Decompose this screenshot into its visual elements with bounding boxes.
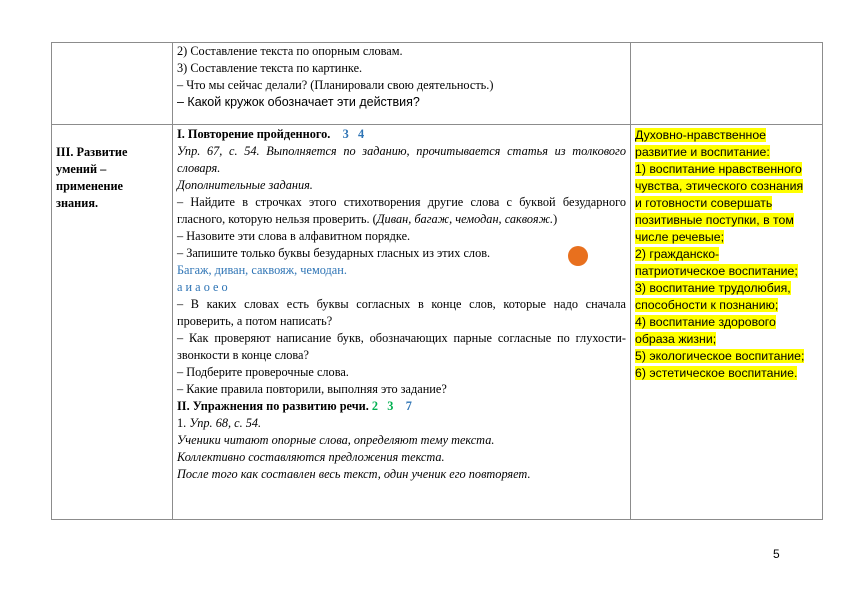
- page-number: 5: [773, 547, 780, 561]
- section2-num: 2: [371, 399, 379, 413]
- section2-title: II. Упражнения по развитию речи.: [177, 399, 369, 413]
- text-line: – Что мы сейчас делали? (Планировали свою деятельность.): [177, 78, 494, 92]
- section2-num: 3: [387, 399, 394, 413]
- goal-text: 6) эстетическое воспитание.: [635, 366, 798, 380]
- orange-circle-marker: [568, 246, 588, 266]
- task-2: – Назовите эти слова в алфавитном порядке.: [177, 229, 411, 243]
- goal-text: 1) воспитание нравственного: [635, 162, 802, 176]
- goal-line: [635, 246, 818, 263]
- goal-text: патриотическое воспитание;: [635, 264, 798, 278]
- goal-line: [635, 127, 818, 144]
- goal-line: [635, 263, 818, 280]
- goal-line: [635, 331, 818, 348]
- extra-title: Дополнительные задания.: [177, 178, 313, 192]
- stage-cell-empty: [52, 43, 173, 125]
- stage-cell: [52, 125, 173, 520]
- goal-text: числе речевые;: [635, 230, 724, 244]
- table-row: [52, 43, 823, 125]
- goal-text: позитивные поступки, в том: [635, 213, 794, 227]
- section1-title: I. Повторение пройденного.: [177, 127, 331, 141]
- goals-cell-empty: [631, 43, 823, 125]
- paragraph-2: Коллективно составляются предложения текста.: [177, 450, 445, 464]
- goal-text: 3) воспитание трудолюбия,: [635, 281, 791, 295]
- section1-num: 3: [342, 127, 349, 141]
- answer-words: Багаж, диван, саквояж, чемодан.: [177, 263, 347, 277]
- section1-num: 4: [358, 127, 365, 141]
- task-4: – В каких словах есть буквы согласных в конце слов, которые надо сначала проверить, а потом написать?: [177, 297, 626, 328]
- goal-line: [635, 314, 818, 331]
- goal-line: [635, 178, 818, 195]
- goal-text: 2) гражданско-: [635, 247, 720, 261]
- ex2-num: 1.: [177, 416, 187, 430]
- goals-cell: [631, 125, 823, 520]
- exercise-68: [177, 415, 626, 432]
- task1-text: – Найдите в строчках этого стихотворения другие слова с буквой безударного гласного, которую нельзя проверить. (: [177, 195, 626, 226]
- task1-end: ): [553, 212, 558, 226]
- text-line: 2) Составление текста по опорным словам.: [177, 44, 403, 58]
- task-1: [177, 194, 626, 228]
- goal-text: образа жизни;: [635, 332, 717, 346]
- task1-words: Диван, багаж, чемодан, саквояж.: [376, 212, 554, 226]
- goal-line: [635, 365, 818, 382]
- goal-line: [635, 161, 818, 178]
- answer-letters: а и а о е о: [177, 280, 228, 294]
- section2-num: 7: [405, 399, 412, 413]
- paragraph-3: После того как составлен весь текст, один ученик его повторяет.: [177, 467, 531, 481]
- goal-line: [635, 144, 818, 161]
- goal-text: развитие и воспитание:: [635, 145, 770, 159]
- section-heading: [177, 398, 626, 415]
- content-cell: [173, 43, 631, 125]
- goal-text: способности к познанию;: [635, 298, 779, 312]
- goal-line: [635, 280, 818, 297]
- content-cell: [173, 125, 631, 520]
- task-7: – Какие правила повторили, выполняя это задание?: [177, 382, 447, 396]
- table-row: [52, 125, 823, 520]
- task-6: – Подберите проверочные слова.: [177, 365, 349, 379]
- goal-line: [635, 212, 818, 229]
- goal-line: [635, 195, 818, 212]
- goal-text: чувства, этического сознания: [635, 179, 804, 193]
- goal-line: [635, 297, 818, 314]
- ex2-text: Упр. 68, с. 54.: [189, 416, 262, 430]
- goal-text: 5) экологическое воспитание;: [635, 349, 805, 363]
- goal-text: 4) воспитание здорового: [635, 315, 776, 329]
- lesson-table: [51, 42, 823, 520]
- goal-line: [635, 229, 818, 246]
- exercise-67: Упр. 67, с. 54. Выполняется по заданию, прочитывается статья из толкового словаря.: [177, 144, 626, 175]
- task-3: – Запишите только буквы безударных гласных из этих слов.: [177, 246, 491, 260]
- paragraph-1: Ученики читают опорные слова, определяют тему текста.: [177, 433, 495, 447]
- goal-text: Духовно-нравственное: [635, 128, 766, 142]
- text-line: 3) Составление текста по картинке.: [177, 61, 363, 75]
- goal-text: и готовности совершать: [635, 196, 773, 210]
- goal-line: [635, 348, 818, 365]
- question-line: – Какой кружок обозначает эти действия?: [177, 95, 420, 109]
- section-heading: [177, 126, 626, 143]
- stage-title: III. Развитие умений – применение знания.: [56, 145, 128, 210]
- task-5: – Как проверяют написание букв, обозначающих парные согласные по глухости-звонкости в конце слова?: [177, 331, 626, 362]
